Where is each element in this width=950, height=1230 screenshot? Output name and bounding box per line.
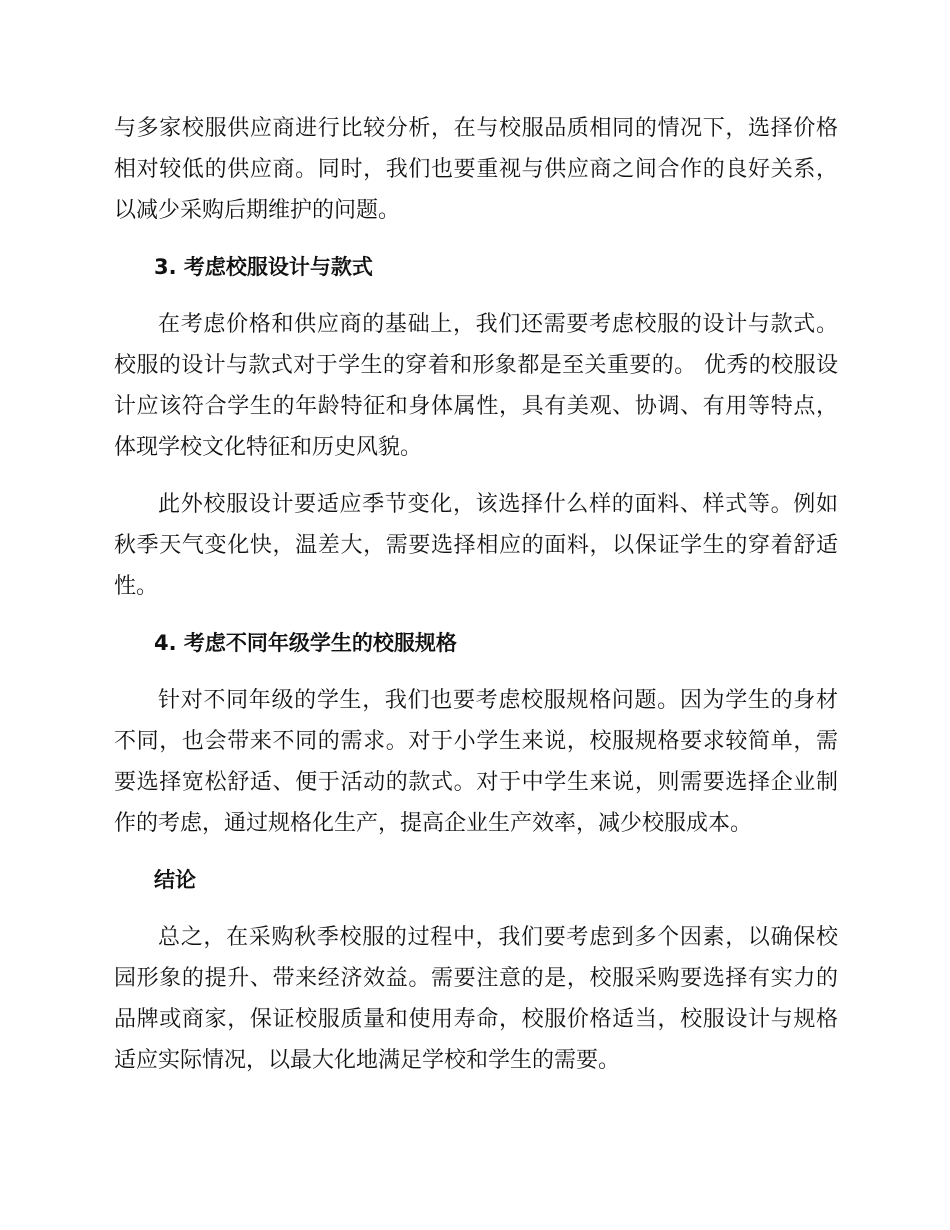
paragraph-season-fabric: 此外校服设计要适应季节变化，该选择什么样的面料、样式等。例如秋季天气变化快，温差大，需要选择相应的面料，以保证学生的穿着舒适性。 — [114, 492, 838, 599]
document-body — [114, 108, 838, 1097]
paragraph-grade-specs: 针对不同年级的学生，我们也要考虑校服规格问题。因为学生的身材不同，也会带来不同的需求。对于小学生来说，校服规格要求较简单，需要选择宽松舒适、便于活动的款式。对于中学生来说，则需要选择企业制作的考虑，通过规格化生产，提高企业生产效率，减少校服成本。 — [114, 688, 838, 836]
paragraph-supplier-comparison: 与多家校服供应商进行比较分析，在与校服品质相同的情况下，选择价格相对较低的供应商。同时，我们也要重视与供应商之间合作的良好关系，以减少采购后期维护的问题。 — [114, 116, 838, 223]
paragraph-conclusion: 总之，在采购秋季校服的过程中，我们要考虑到多个因素，以确保校园形象的提升、带来经济效益。需要注意的是，校服采购要选择有实力的品牌或商家，保证校服质量和使用寿命，校服价格适当，校服设计与规格适应实际情况，以最大化地满足学校和学生的需要。 — [114, 925, 838, 1073]
paragraph-design-style: 在考虑价格和供应商的基础上，我们还需要考虑校服的设计与款式。校服的设计与款式对于学生的穿着和形象都是至关重要的。 优秀的校服设计应该符合学生的年龄特征和身体属性，具有美观、协调、有用等特点，体现学校文化特征和历史风貌。 — [114, 312, 838, 460]
section-heading-conclusion: 结论 — [154, 868, 196, 892]
section-heading-grade-specs: 4. 考虑不同年级学生的校服规格 — [154, 631, 457, 655]
section-heading-design: 3. 考虑校服设计与款式 — [154, 255, 373, 279]
